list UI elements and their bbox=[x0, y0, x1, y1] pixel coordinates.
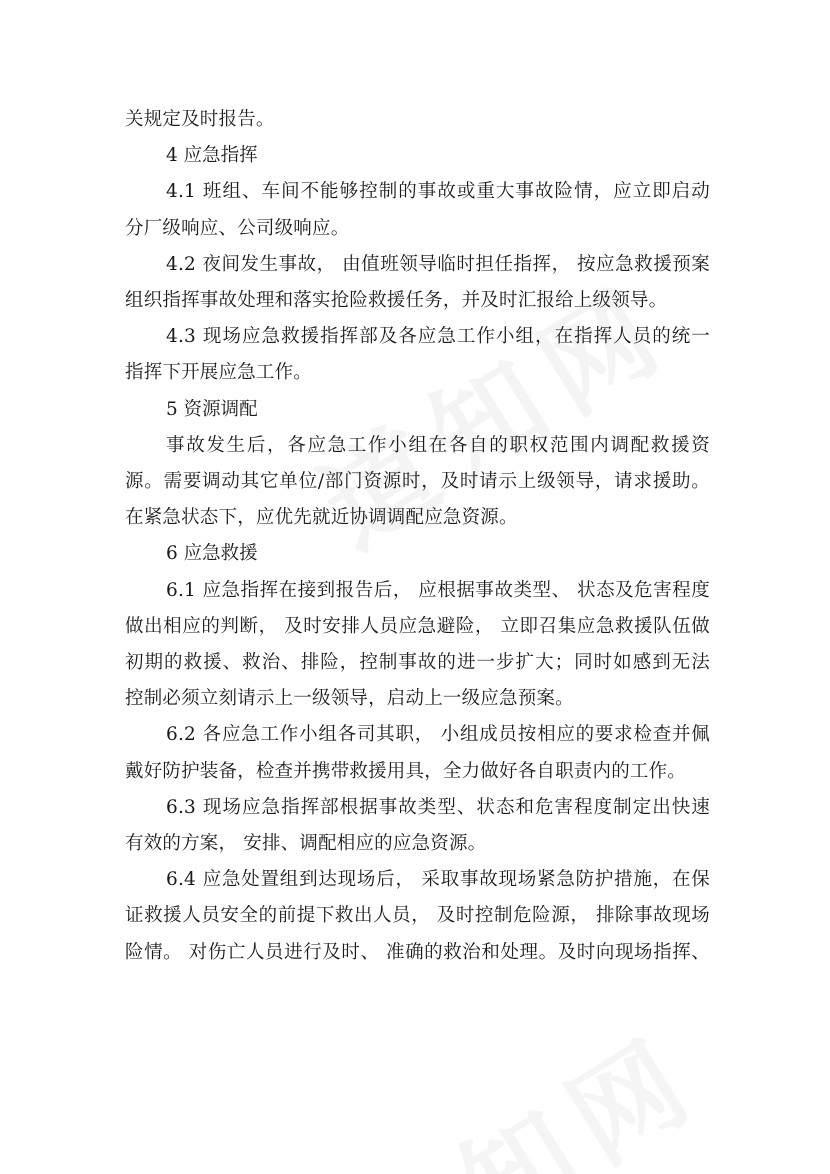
paragraph-6-1-line-2: 做出相应的判断， 及时安排人员应急避险， 立即召集应急救援队伍做 bbox=[125, 615, 710, 637]
paragraph-6-1-line-3: 初期的救援、救治、排险，控制事故的进一步扩大；同时如感到无法 bbox=[125, 652, 710, 674]
paragraph-4-3-line-2: 指挥下开展应急工作。 bbox=[125, 362, 313, 384]
paragraph-4-3-line-1: 4.3 现场应急救援指挥部及各应急工作小组，在指挥人员的统一 bbox=[166, 326, 710, 348]
paragraph-6-4-line-3: 险情。 对伤亡人员进行及时、 准确的救治和处理。及时向现场指挥、 bbox=[125, 941, 710, 963]
section-heading-5: 5 资源调配 bbox=[166, 398, 258, 420]
document-body bbox=[125, 102, 710, 971]
paragraph-6-4-line-2: 证救援人员安全的前提下救出人员， 及时控制危险源， 排除事故现场 bbox=[125, 905, 710, 927]
paragraph-5-line-1: 事故发生后，各应急工作小组在各自的职权范围内调配救援资 bbox=[166, 434, 710, 456]
watermark-bottom bbox=[317, 990, 726, 1174]
paragraph-4-2-line-2: 组织指挥事故处理和落实抢险救援任务，并及时汇报给上级领导。 bbox=[125, 290, 668, 312]
section-heading-6: 6 应急救援 bbox=[166, 543, 258, 565]
paragraph-6-2-line-1: 6.2 各应急工作小组各司其职， 小组成员按相应的要求检查并佩 bbox=[166, 724, 710, 746]
paragraph-4-1-line-1: 4.1 班组、车间不能够控制的事故或重大事故险情，应立即启动 bbox=[166, 181, 710, 203]
paragraph-6-1-line-1: 6.1 应急指挥在接到报告后， 应根据事故类型、 状态及危害程度 bbox=[166, 579, 710, 601]
paragraph-6-3-line-1: 6.3 现场应急指挥部根据事故类型、状态和危害程度制定出快速 bbox=[166, 796, 710, 818]
paragraph-4-2-line-1: 4.2 夜间发生事故， 由值班领导临时担任指挥， 按应急救援预案 bbox=[166, 253, 710, 275]
section-heading-4: 4 应急指挥 bbox=[166, 145, 258, 167]
paragraph-6-1-line-4: 控制必须立刻请示上一级领导，启动上一级应急预案。 bbox=[125, 688, 574, 710]
paragraph-5-line-3: 在紧急状态下，应优先就近协调调配应急资源。 bbox=[125, 507, 518, 529]
paragraph-4-1-line-2: 分厂级响应、公司级响应。 bbox=[125, 217, 350, 239]
paragraph-6-2-line-2: 戴好防护装备，检查并携带救援用具，全力做好各自职责内的工作。 bbox=[125, 760, 687, 782]
paragraph-6-3-line-2: 有效的方案， 安排、调配相应的应急资源。 bbox=[125, 833, 487, 855]
paragraph-5-line-2: 源。需要调动其它单位/部门资源时，及时请示上级领导，请求援助。 bbox=[125, 471, 710, 493]
paragraph-line: 关规定及时报告。 bbox=[125, 109, 275, 130]
paragraph-6-4-line-1: 6.4 应急处置组到达现场后， 采取事故现场紧急防护措施，在保 bbox=[166, 869, 710, 891]
